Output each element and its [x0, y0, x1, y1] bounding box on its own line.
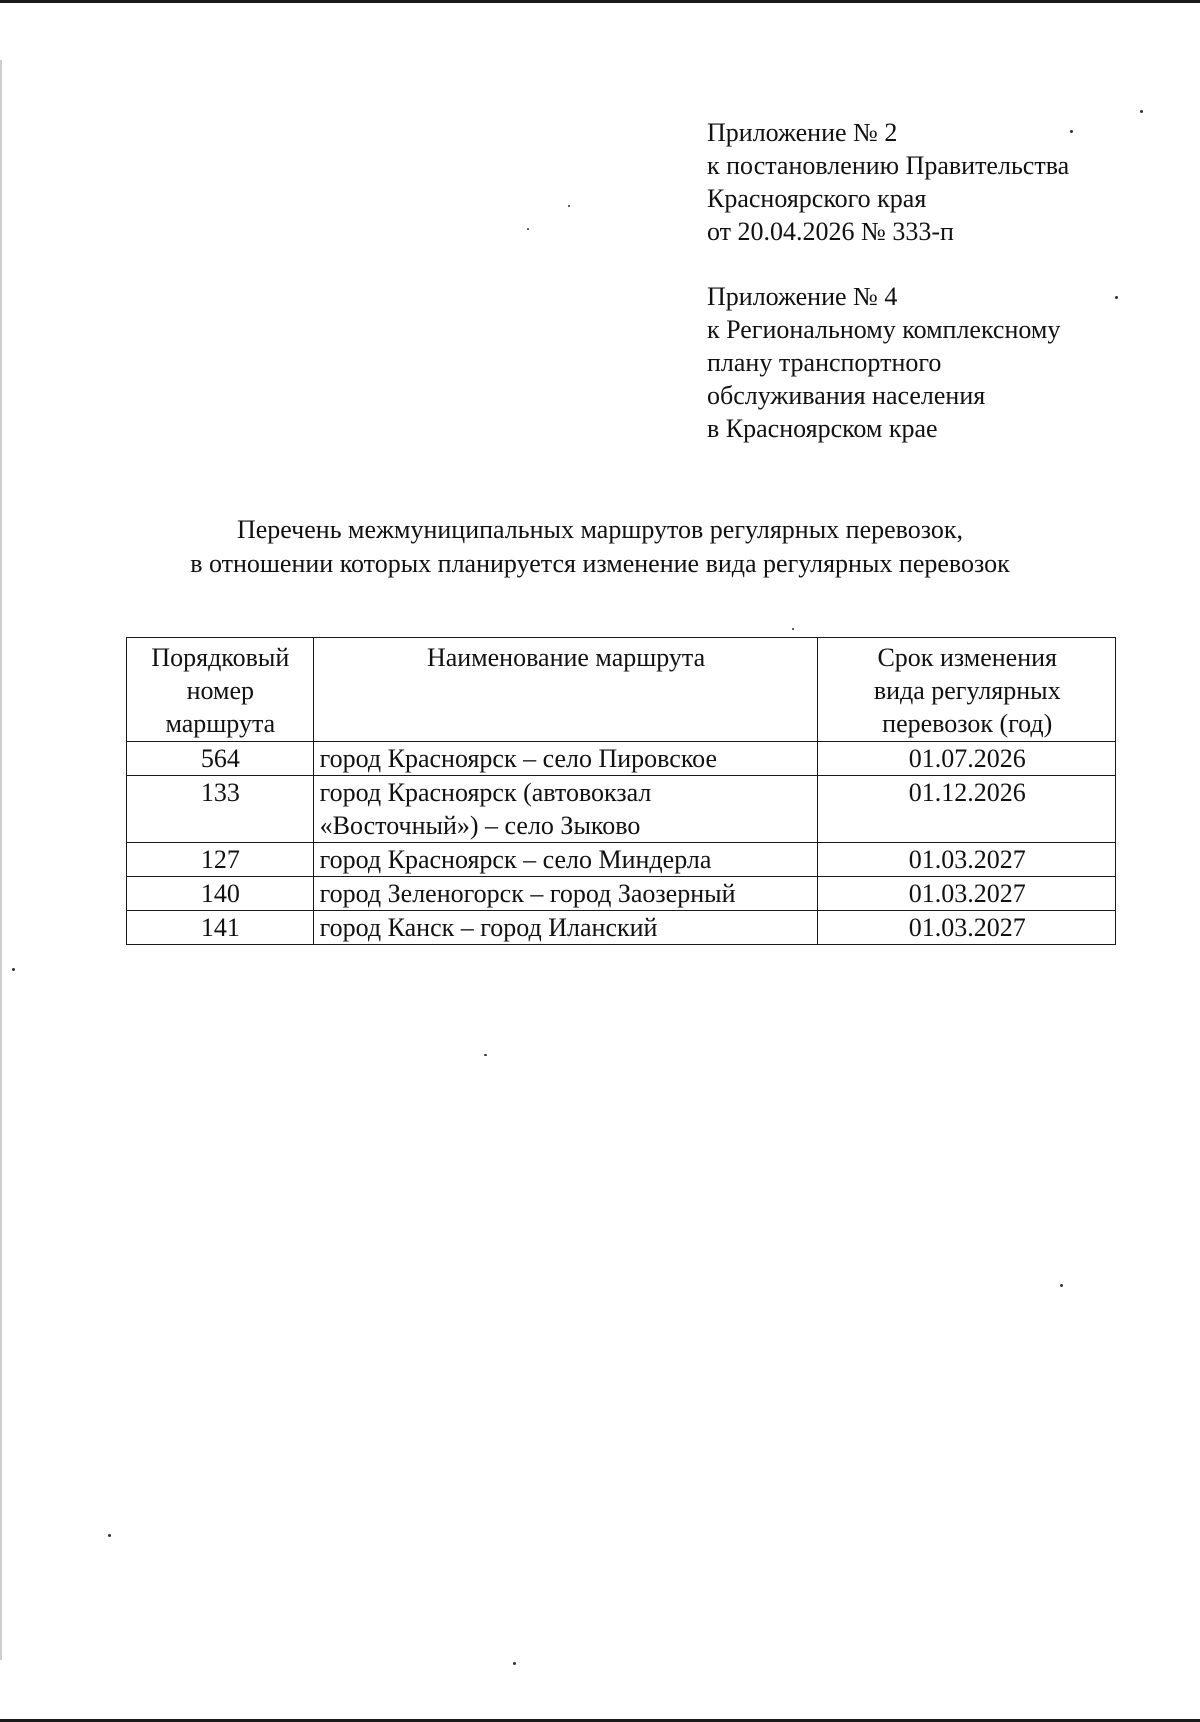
- appendix-4-line: обслуживания населения: [707, 381, 986, 410]
- route-name-line: город Красноярск – село Миндерла: [319, 845, 712, 874]
- route-name-cell: [313, 742, 818, 776]
- header-line: перевозок (год): [882, 709, 1053, 738]
- appendix-2-block: [707, 116, 1069, 248]
- header-route-number: [127, 638, 314, 742]
- change-date-cell: 01.07.2026: [818, 742, 1116, 776]
- route-name-cell: [313, 843, 818, 877]
- header-route-name: [313, 638, 818, 742]
- heading-line: в отношении которых планируется изменение вида регулярных перевозок: [190, 549, 1010, 578]
- scan-speck: [1115, 296, 1118, 299]
- table-row: [127, 776, 1116, 843]
- route-name-line: город Красноярск (автовокзал: [319, 778, 652, 807]
- change-date-cell: 01.12.2026: [818, 776, 1116, 843]
- appendix-4-block: [707, 280, 1060, 445]
- route-number-cell: 141: [127, 911, 314, 945]
- scan-speck: [1060, 1284, 1063, 1287]
- route-number-cell: 133: [127, 776, 314, 843]
- appendix-2-line: Приложение № 2: [707, 118, 898, 147]
- document-heading: [60, 513, 1140, 581]
- scan-speck: [1140, 110, 1143, 113]
- table-row: [127, 742, 1116, 776]
- route-name-cell: [313, 877, 818, 911]
- routes-table: [126, 637, 1116, 945]
- appendix-4-line: Приложение № 4: [707, 282, 898, 311]
- header-change-date: [818, 638, 1116, 742]
- change-date-cell: 01.03.2027: [818, 877, 1116, 911]
- table-row: [127, 911, 1116, 945]
- scan-speck: [513, 1662, 516, 1665]
- appendix-4-line: плану транспортного: [707, 348, 942, 377]
- scan-speck: [12, 968, 15, 971]
- scan-speck: [484, 1054, 487, 1056]
- appendix-2-line: Красноярского края: [707, 184, 927, 213]
- heading-line: Перечень межмуниципальных маршрутов регулярных перевозок,: [236, 515, 964, 544]
- change-date-cell: 01.03.2027: [818, 843, 1116, 877]
- header-line: номер: [186, 676, 255, 705]
- route-name-line: «Восточный») – село Зыково: [319, 811, 641, 840]
- header-line: Срок изменения: [877, 643, 1057, 672]
- header-line: вида регулярных: [873, 676, 1061, 705]
- route-name-line: город Красноярск – село Пировское: [319, 744, 718, 773]
- header-line: Наименование маршрута: [426, 643, 706, 672]
- route-number-cell: 564: [127, 742, 314, 776]
- header-line: Порядковый: [151, 643, 290, 672]
- table-row: [127, 843, 1116, 877]
- appendix-2-line: к постановлению Правительства: [707, 151, 1070, 180]
- appendix-4-line: в Красноярском крае: [707, 414, 938, 443]
- route-name-line: город Зеленогорск – город Заозерный: [319, 879, 736, 908]
- scan-edge-top: [0, 0, 1200, 3]
- route-name-cell: [313, 911, 818, 945]
- header-line: маршрута: [165, 709, 276, 738]
- scan-edge-left: [0, 60, 2, 1660]
- route-name-cell: [313, 776, 818, 843]
- scan-speck: [527, 228, 529, 230]
- route-number-cell: 127: [127, 843, 314, 877]
- appendix-4-line: к Региональному комплексному: [707, 315, 1061, 344]
- scan-speck: [108, 1534, 111, 1537]
- route-number-cell: 140: [127, 877, 314, 911]
- table-row: [127, 877, 1116, 911]
- route-name-line: город Канск – город Иланский: [319, 913, 658, 942]
- appendix-2-line: от 20.04.2026 № 333-п: [707, 217, 954, 246]
- scan-speck: [1070, 130, 1073, 133]
- change-date-cell: 01.03.2027: [818, 911, 1116, 945]
- scan-speck: [792, 628, 794, 630]
- table-header-row: [127, 638, 1116, 742]
- scan-speck: [568, 205, 570, 207]
